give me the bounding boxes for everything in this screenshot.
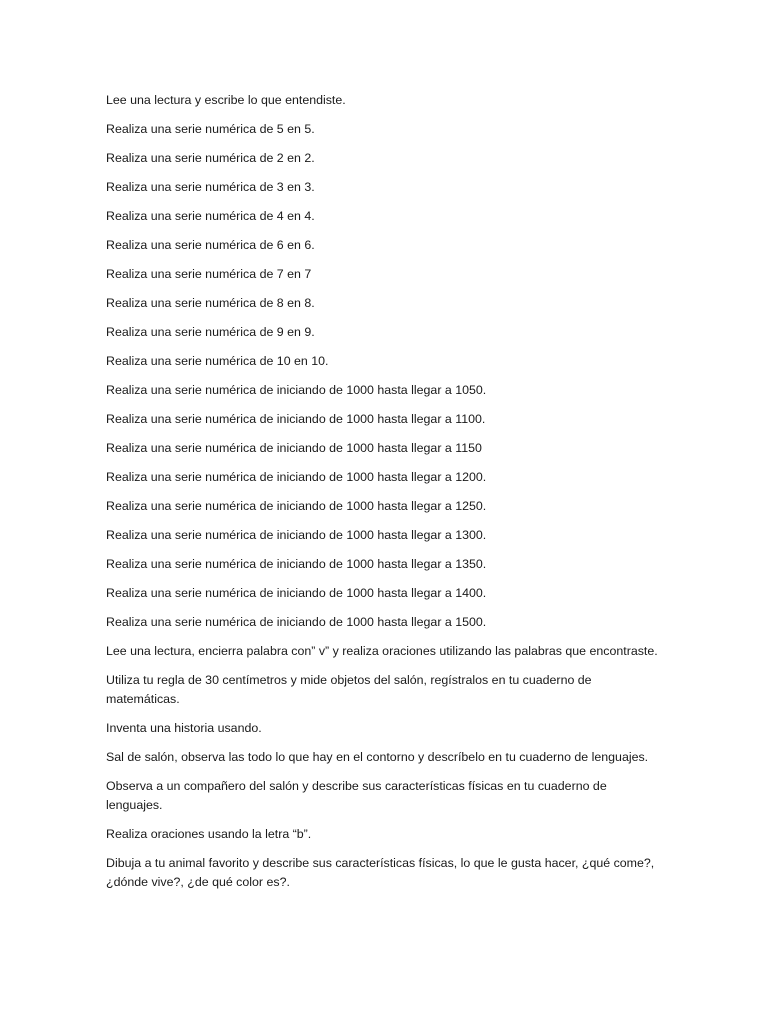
paragraph-18: Realiza una serie numérica de iniciando de 1000 hasta llegar a 1400. xyxy=(106,586,487,600)
paragraph-19: Realiza una serie numérica de iniciando de 1000 hasta llegar a 1500. xyxy=(106,615,487,629)
paragraph-21: Utiliza tu regla de 30 centímetros y mide objetos del salón, regístralos en tu cuaderno de matemáticas. xyxy=(106,673,592,706)
paragraph-26: Dibuja a tu animal favorito y describe sus características físicas, lo que le gusta hacer, ¿qué come?, ¿dónde vive?, ¿de qué color es?. xyxy=(106,856,655,889)
paragraph-20: Lee una lectura, encierra palabra con” v” y realiza oraciones utilizando las palabras que encontraste. xyxy=(106,644,658,658)
paragraph-16: Realiza una serie numérica de iniciando de 1000 hasta llegar a 1300. xyxy=(106,528,487,542)
paragraph-15: Realiza una serie numérica de iniciando de 1000 hasta llegar a 1250. xyxy=(106,499,487,513)
paragraph-7: Realiza una serie numérica de 7 en 7 xyxy=(106,267,312,281)
paragraph-10: Realiza una serie numérica de 10 en 10. xyxy=(106,354,329,368)
paragraph-3: Realiza una serie numérica de 2 en 2. xyxy=(106,151,315,165)
paragraph-24: Observa a un compañero del salón y describe sus características físicas en tu cuaderno de lenguajes. xyxy=(106,779,607,812)
paragraph-5: Realiza una serie numérica de 4 en 4. xyxy=(106,209,315,223)
paragraph-11: Realiza una serie numérica de iniciando de 1000 hasta llegar a 1050. xyxy=(106,383,487,397)
paragraph-2: Realiza una serie numérica de 5 en 5. xyxy=(106,122,315,136)
paragraph-13: Realiza una serie numérica de iniciando de 1000 hasta llegar a 1150 xyxy=(106,441,482,455)
paragraph-9: Realiza una serie numérica de 9 en 9. xyxy=(106,325,315,339)
paragraph-14: Realiza una serie numérica de iniciando de 1000 hasta llegar a 1200. xyxy=(106,470,487,484)
document-body xyxy=(106,91,666,902)
paragraph-6: Realiza una serie numérica de 6 en 6. xyxy=(106,238,315,252)
paragraph-22: Inventa una historia usando. xyxy=(106,721,262,735)
paragraph-17: Realiza una serie numérica de iniciando de 1000 hasta llegar a 1350. xyxy=(106,557,487,571)
paragraph-23: Sal de salón, observa las todo lo que hay en el contorno y descríbelo en tu cuaderno de lenguajes. xyxy=(106,750,649,764)
paragraph-8: Realiza una serie numérica de 8 en 8. xyxy=(106,296,315,310)
paragraph-1: Lee una lectura y escribe lo que entendiste. xyxy=(106,93,346,107)
paragraph-12: Realiza una serie numérica de iniciando de 1000 hasta llegar a 1100. xyxy=(106,412,486,426)
paragraph-25: Realiza oraciones usando la letra “b”. xyxy=(106,827,312,841)
paragraph-4: Realiza una serie numérica de 3 en 3. xyxy=(106,180,315,194)
